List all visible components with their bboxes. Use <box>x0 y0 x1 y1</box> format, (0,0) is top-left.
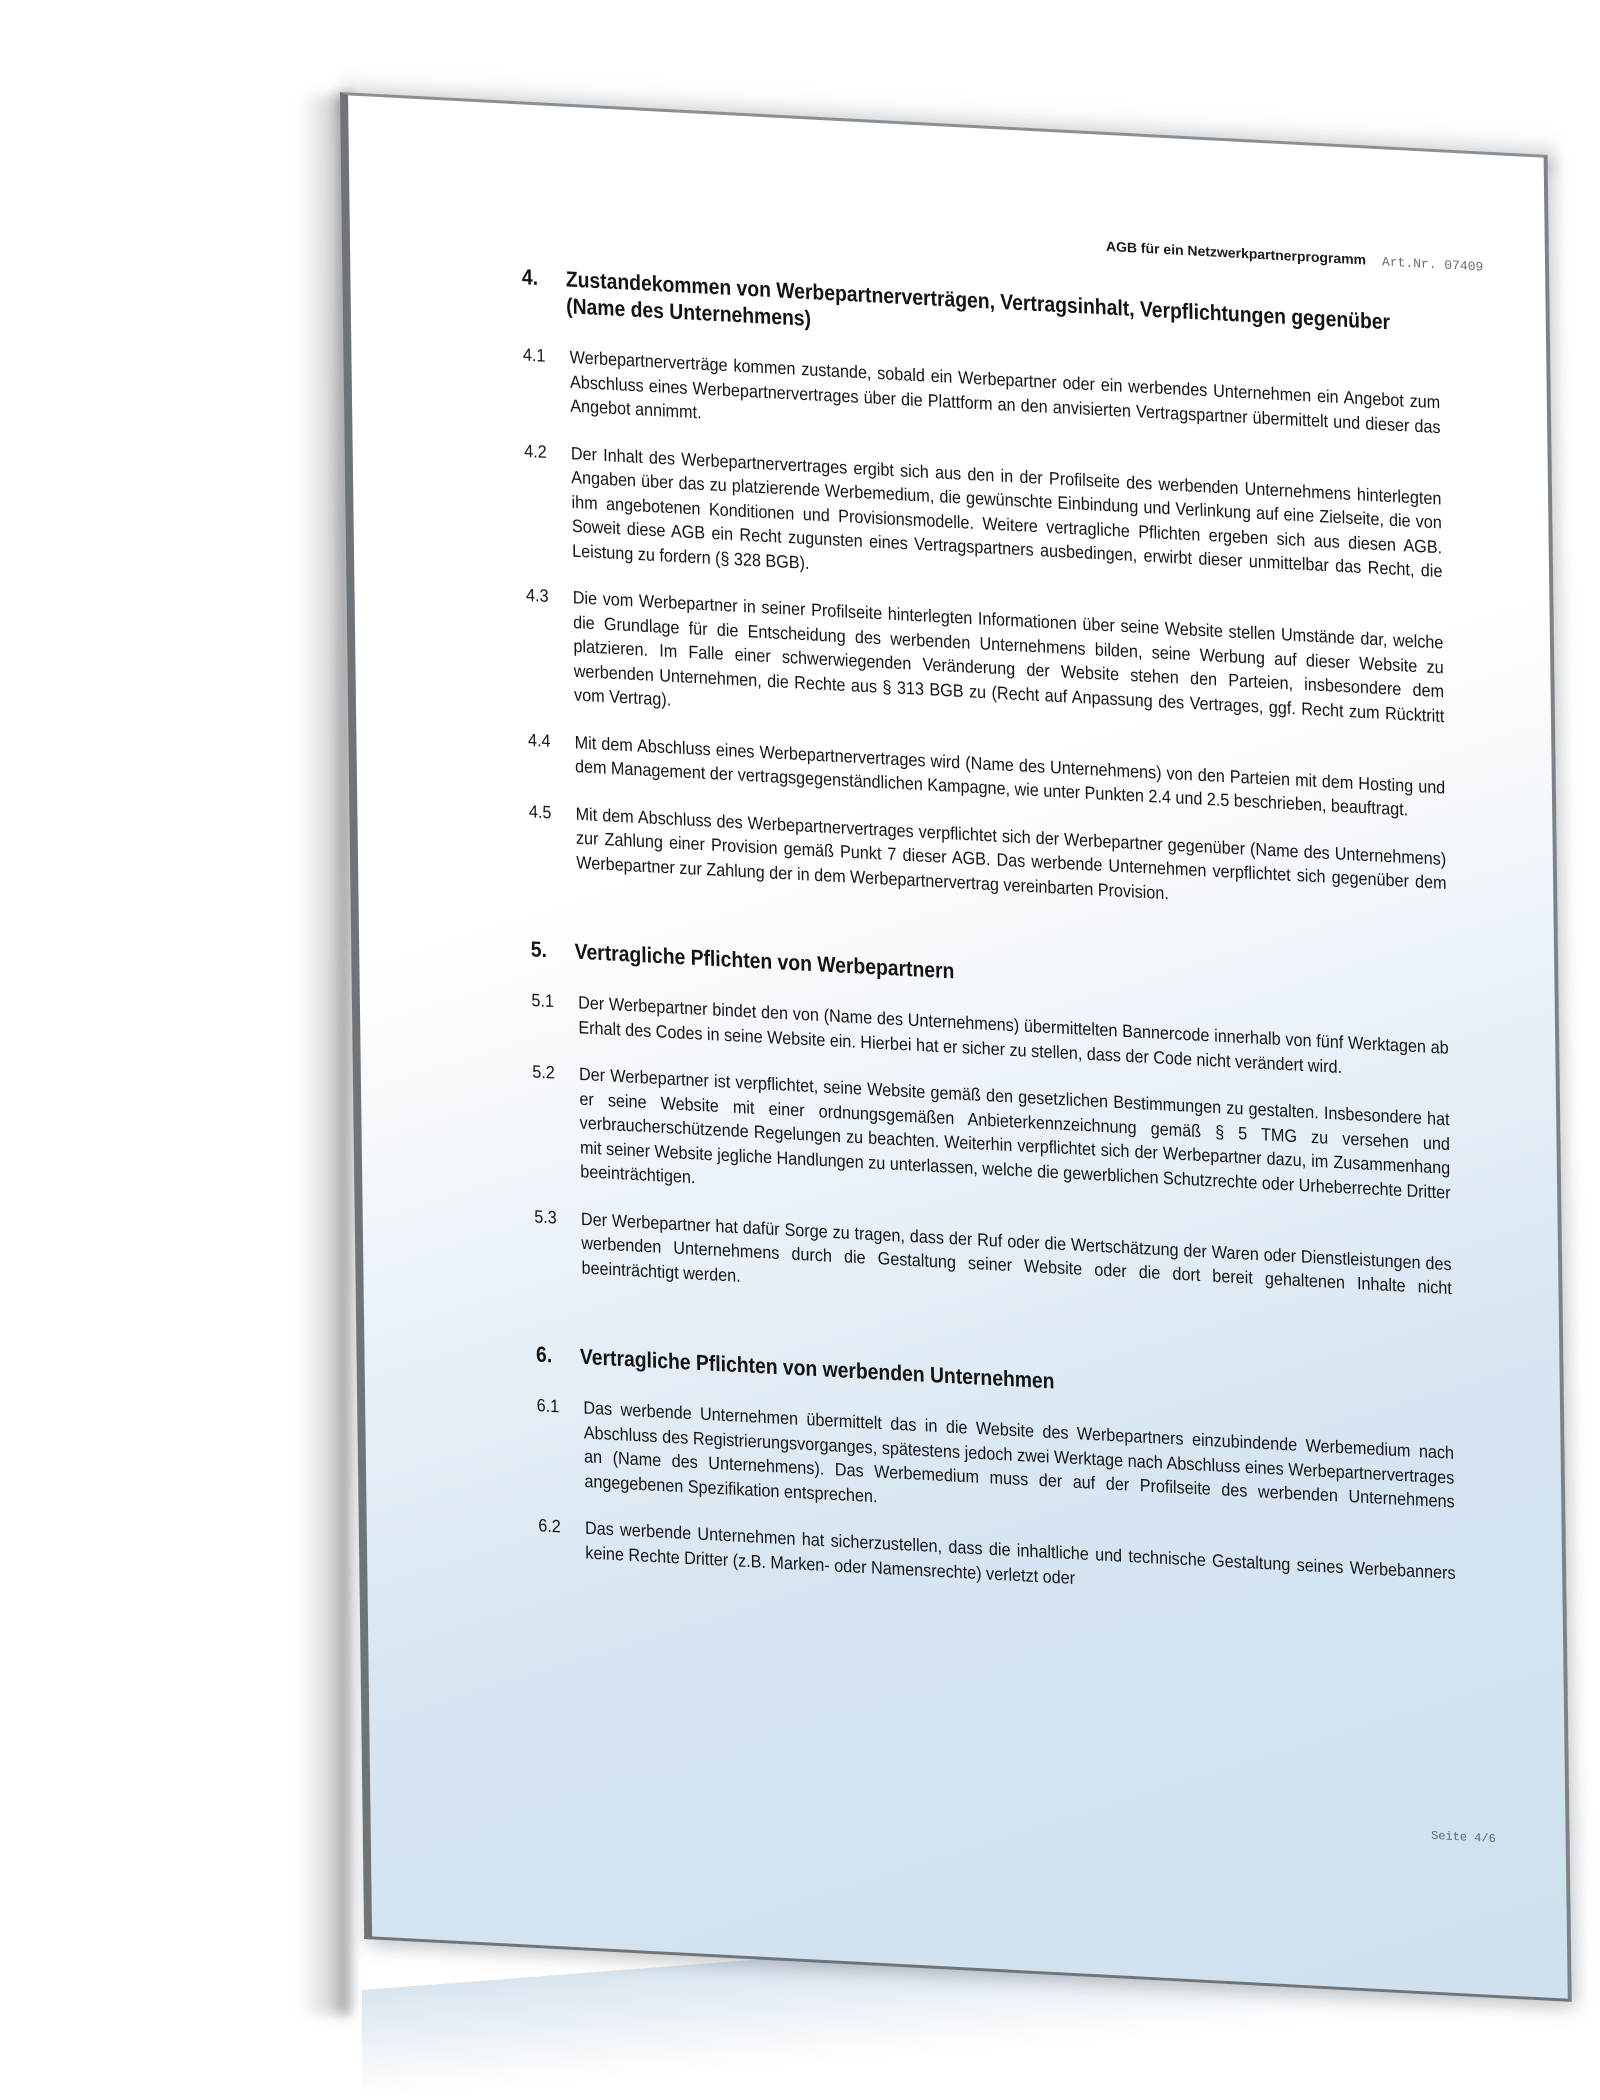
clause-number: 4.3 <box>525 584 549 606</box>
clause-number: 5.1 <box>531 990 555 1012</box>
clause-text: Mit dem Abschluss eines Werbepartnervertrages wird (Name des Unternehmens) von den Parteien mit dem Hosting und dem Management der vertragsgegenständlichen Kampagne, wie unter Punkten 2.4 und 2.5 beschrieben, beauftragt. <box>574 731 1446 820</box>
clause-number: 6.2 <box>538 1515 561 1537</box>
clause-number: 4.4 <box>527 729 551 751</box>
clause-5-3 <box>534 1204 1452 1325</box>
page-header <box>1106 238 1483 275</box>
clause-number: 4.1 <box>522 344 546 366</box>
section-6 <box>536 1341 1457 1610</box>
clause-text: Der Inhalt des Werbepartnervertrages ergibt sich aus den in der Profilseite des werbenden Unternehmens hinterlegten Angaben über das zu platzierende Werbemedium, die gewünschte Einbindung und Verlinkung auf eine Zielseite, die von ihm angebotenen Konditionen und Provisionsmodelle. Weitere vertragliche Pflichten ergeben sich aus diesen AGB. Soweit diese AGB ein Recht zugunsten eines Vertragspartners ausbedingen, erwirbt dieser unmittelbar das Recht, die Leistung zu fordern (§ 328 BGB). <box>570 442 1443 582</box>
document-title: AGB für ein Netzwerkpartnerprogramm <box>1105 238 1367 268</box>
clause-number: 4.2 <box>524 440 547 462</box>
clause-text: Die vom Werbepartner in seiner Profilseite hinterlegten Informationen über seine Website stellen Umstände dar, welche die Grundlage für die Entscheidung des werbenden Unternehmens bilden, seine Werbung auf dieser Website zu platzieren. Im Falle einer schwerwiegenden Veränderung der Website stehen den Parteien, insbesondere dem werbenden Unternehmen, die Rechte aus § 313 BGB zu (Recht auf Anpassung des Vertrages, ggf. Recht zum Rücktritt vom Vertrag). <box>572 587 1445 726</box>
section-4 <box>522 263 1448 920</box>
clause-text: Werbepartnerverträge kommen zustande, sobald ein Werbepartner oder ein werbendes Unternehmen ein Angebot zum Abschluss eines Werbepartnervertrages über die Plattform an den anvisierten Vertragspartner übermittelt und dieser das Angebot annimmt. <box>569 347 1441 437</box>
page-left-shadow <box>300 95 350 2015</box>
clause-number: 5.3 <box>534 1206 557 1228</box>
clause-4-3 <box>526 583 1445 752</box>
page-number: Seite 4/6 <box>1431 1828 1496 1847</box>
document-page <box>340 92 1572 2002</box>
clause-text: Der Werbepartner ist verpflichtet, seine Website gemäß den gesetzlichen Bestimmungen zu gestalten. Insbesondere hat er seine Website mit einer ordnungsgemäßen Anbieterkennzeichnung gemäß § 5 TMG zu versehen und verbraucherschützende Regelungen zu beachten. Weiterhin verpflichtet sich der Werbepartner dazu, im Zusammenhang mit seiner Website jegliche Handlungen zu unterlassen, welche die gewerblichen Schutzrechte oder Urheberrechte Dritter beeinträchtigen. <box>578 1064 1451 1203</box>
clause-text: Der Werbepartner bindet den von (Name des Unternehmens) übermittelten Bannercode innerhalb von fünf Werktagen ab Erhalt des Codes in seine Website ein. Hierbei hat er sicher zu stellen, dass der Code nicht verändert wird. <box>577 992 1449 1077</box>
clause-number: 5.2 <box>532 1061 555 1083</box>
clause-4-5 <box>529 799 1447 920</box>
clause-6-1 <box>537 1393 1456 1538</box>
section-5 <box>531 935 1454 1324</box>
clause-text: Der Werbepartner hat dafür Sorge zu tragen, dass der Ruf oder die Wertschätzung der Waren oder Dienstleistungen des werbenden Unternehmens durch die Gestaltung seiner Website oder die dort bereit gehaltenen Inhalte nicht beeinträchtigt werden. <box>580 1208 1452 1299</box>
section-number: 5. <box>530 936 548 963</box>
section-number: 4. <box>521 264 539 290</box>
section-title: Zustandekommen von Werbepartnerverträgen, Vertragsinhalt, Verpflichtungen gegenüber (Name des Unternehmens) <box>565 266 1391 335</box>
clause-5-2 <box>532 1060 1451 1229</box>
section-number: 6. <box>535 1341 553 1368</box>
clause-text: Mit dem Abschluss des Werbepartnervertrages verpflichtet sich der Werbepartner gegenüber (Name des Unternehmens) zur Zahlung einer Provision gemäß Punkt 7 dieser AGB. Das werbende Unternehmen verpflichtet sich gegenüber dem Werbepartner zur Zahlung der in dem Werbepartnervertrag vereinbarten Provision. <box>575 803 1447 903</box>
clause-text: Das werbende Unternehmen übermittelt das in die Website des Werbepartners einzubindende Werbemedium nach Abschluss des Registrierungsvorganges, spätestens jedoch zwei Werktage nach Abschluss eines Werbepartnervertrages an (Name des Unternehmens). Das Werbemedium muss der auf der Profilseite des werbenden Unternehmens angegebenen Spezifikation entsprechen. <box>583 1397 1455 1512</box>
article-number: Art.Nr. 07409 <box>1381 254 1484 275</box>
clause-text: Das werbende Unternehmen hat sicherzustellen, dass die inhaltliche und technische Gestaltung seines Werbebanners keine Rechte Dritter (z.B. Marken- oder Namensrechte) verletzt oder <box>584 1517 1456 1588</box>
document-body <box>522 263 1458 1636</box>
section-title: Vertragliche Pflichten von werbenden Unternehmen <box>579 1343 1055 1394</box>
clause-number: 4.5 <box>528 800 552 822</box>
clause-4-2 <box>524 438 1443 607</box>
section-title: Vertragliche Pflichten von Werbepartnern <box>574 938 955 984</box>
clause-number: 6.1 <box>536 1395 560 1417</box>
